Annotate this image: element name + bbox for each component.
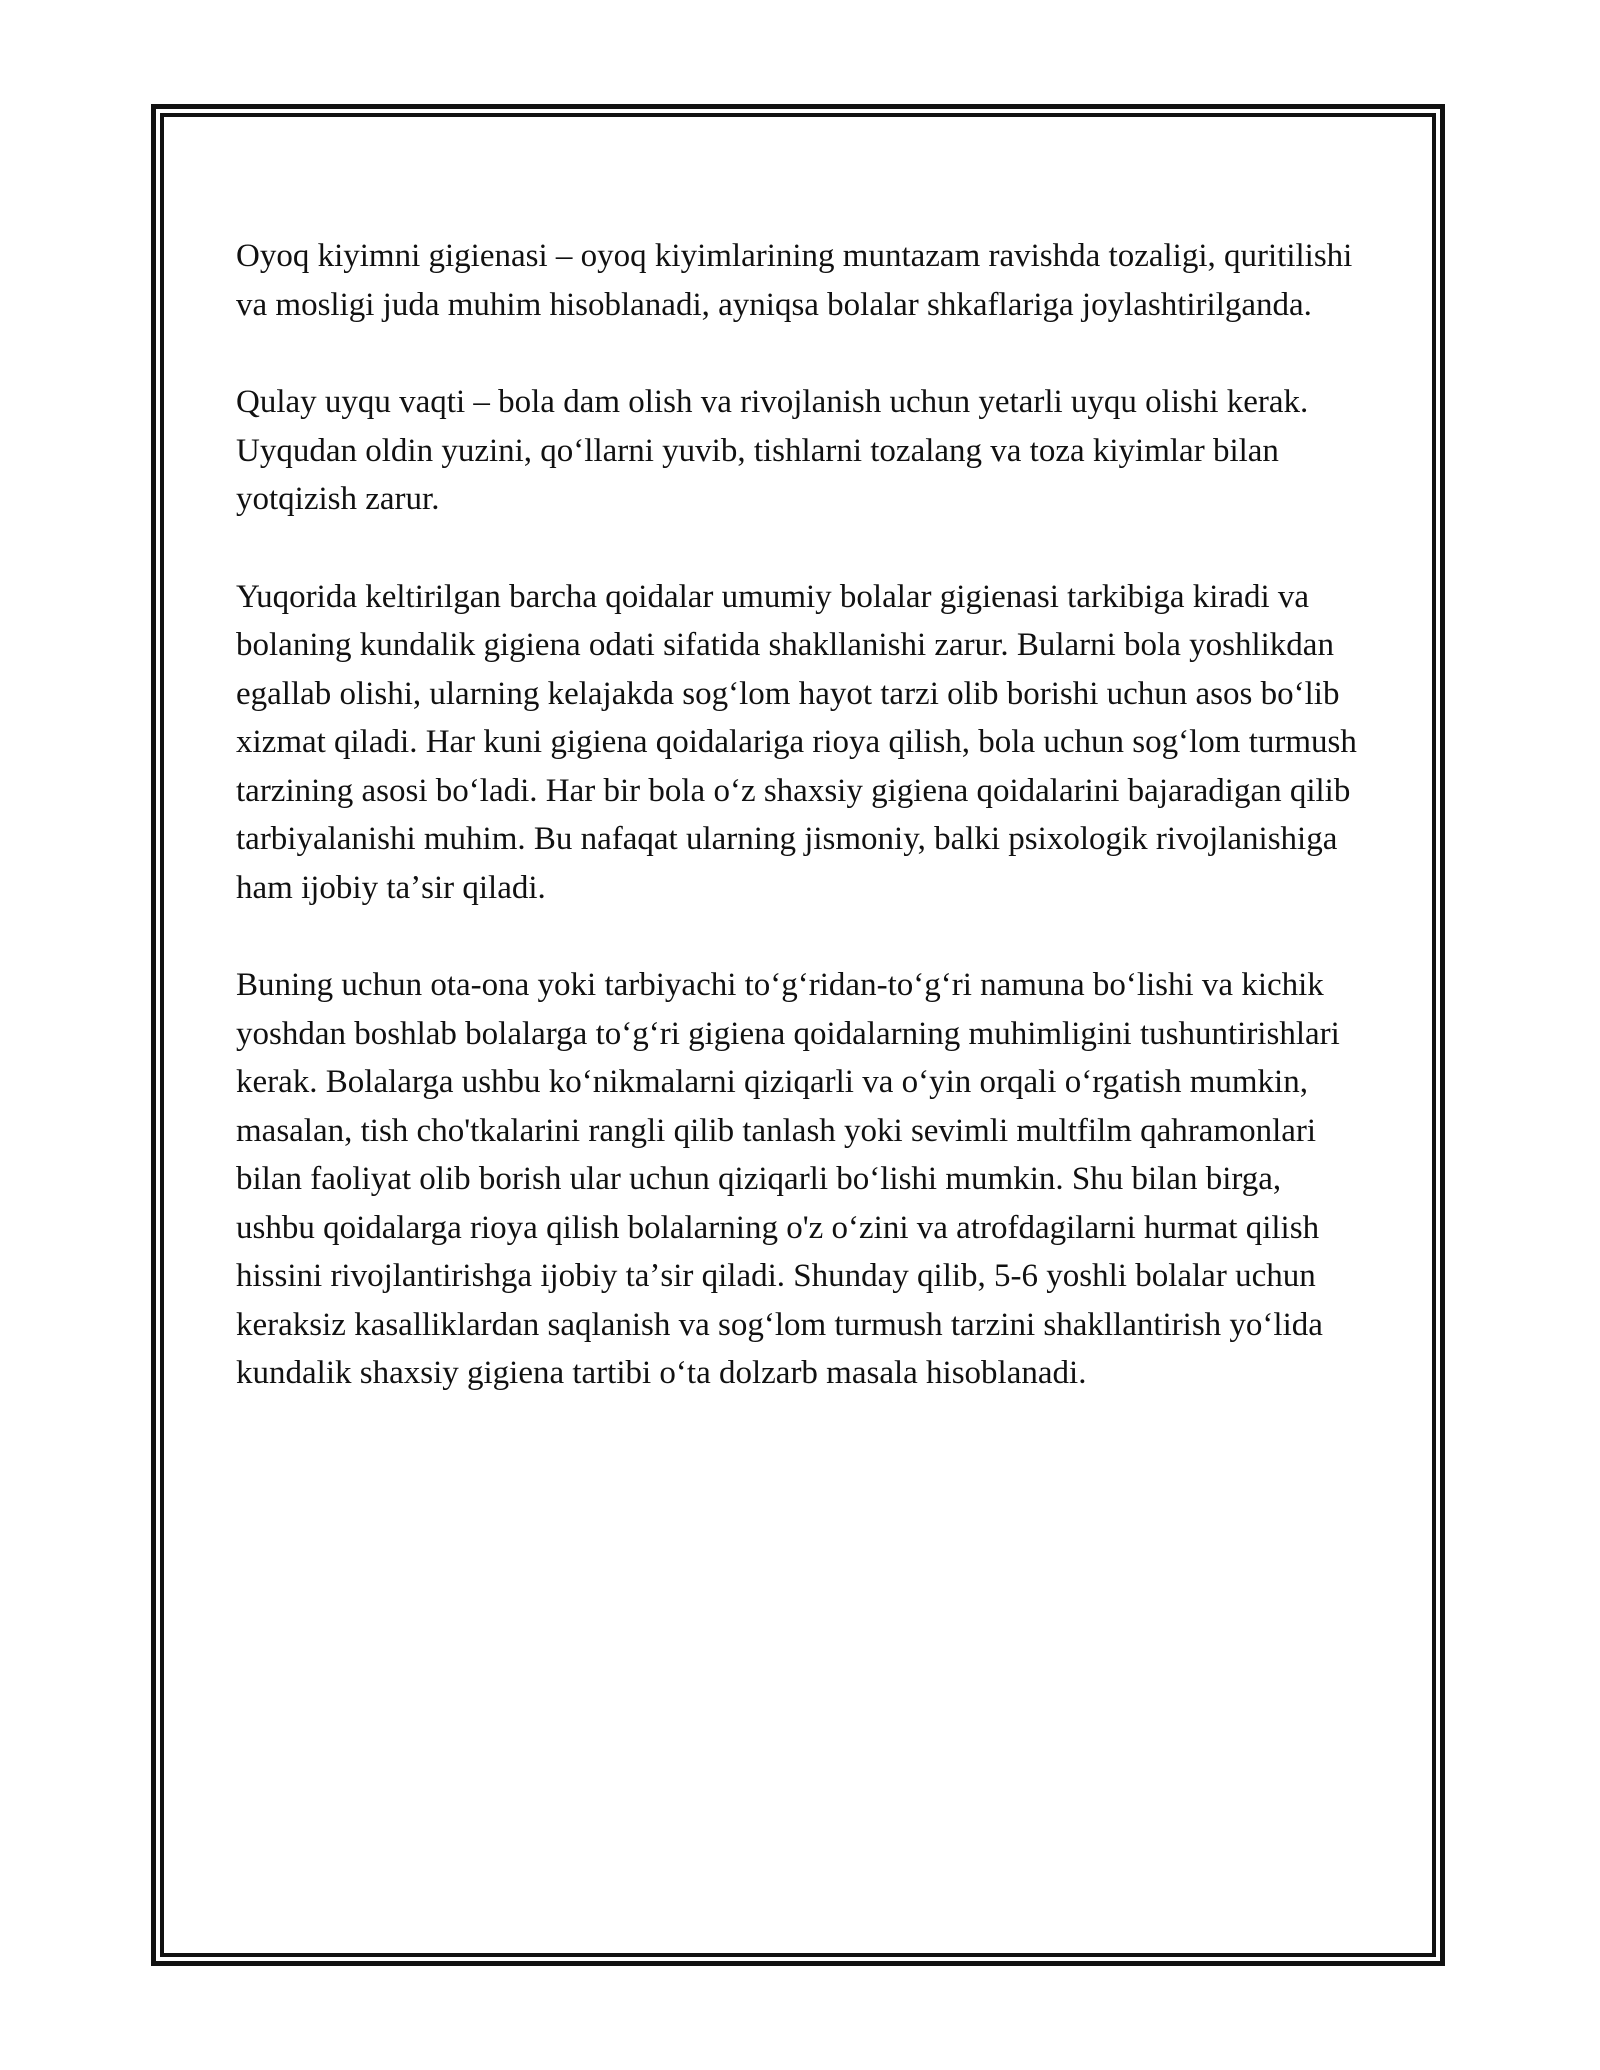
document-body xyxy=(236,232,1366,1447)
paragraph-footwear-hygiene: Oyoq kiyimni gigienasi – oyoq kiyimlarining muntazam ravishda tozaligi, quritilishi va mosligi juda muhim hisoblanadi, ayniqsa bolalar shkaflariga joylashtirilganda. xyxy=(236,238,1353,323)
paragraph-sleep-time: Qulay uyqu vaqti – bola dam olish va rivojlanish uchun yetarli uyqu olishi kerak. Uyqudan oldin yuzini, qoʻllarni yuvib, tishlarni tozalang va toza kiyimlar bilan yotqizish zarur. xyxy=(236,384,1309,517)
paragraph-hygiene-rules: Yuqorida keltirilgan barcha qoidalar umumiy bolalar gigienasi tarkibiga kiradi va bolaning kundalik gigiena odati sifatida shakllanishi zarur. Bularni bola yoshlikdan egallab olishi, ularning kelajakda sogʻlom hayot tarzi olib borishi uchun asos boʻlib xizmat qiladi. Har kuni gigiena qoidalariga rioya qilish, bola uchun sogʻlom turmush tarzining asosi boʻladi. Har bir bola oʻz shaxsiy gigiena qoidalarini bajaradigan qilib tarbiyalanishi muhim. Bu nafaqat ularning jismoniy, balki psixologik rivojlanishiga ham ijobiy taʼsir qiladi. xyxy=(236,578,1357,906)
paragraph-parent-role: Buning uchun ota-ona yoki tarbiyachi toʻgʻridan-toʻgʻri namuna boʻlishi va kichik yoshdan boshlab bolalarga toʻgʻri gigiena qoidalarning muhimligini tushuntirishlari kerak. Bolalarga ushbu koʻnikmalarni qiziqarli va oʻyin orqali oʻrgatish mumkin, masalan, tish cho'tkalarini rangli qilib tanlash yoki sevimli multfilm qahramonlari bilan faoliyat olib borish ular uchun qiziqarli boʻlishi mumkin. Shu bilan birga, ushbu qoidalarga rioya qilish bolalarning o'z oʻzini va atrofdagilarni hurmat qilish hissini rivojlantirishga ijobiy taʼsir qiladi. Shunday qilib, 5-6 yoshli bolalar uchun keraksiz kasalliklardan saqlanish va sogʻlom turmush tarzini shakllantirish yoʻlida kundalik shaxsiy gigiena tartibi oʻta dolzarb masala hisoblanadi. xyxy=(236,967,1340,1391)
